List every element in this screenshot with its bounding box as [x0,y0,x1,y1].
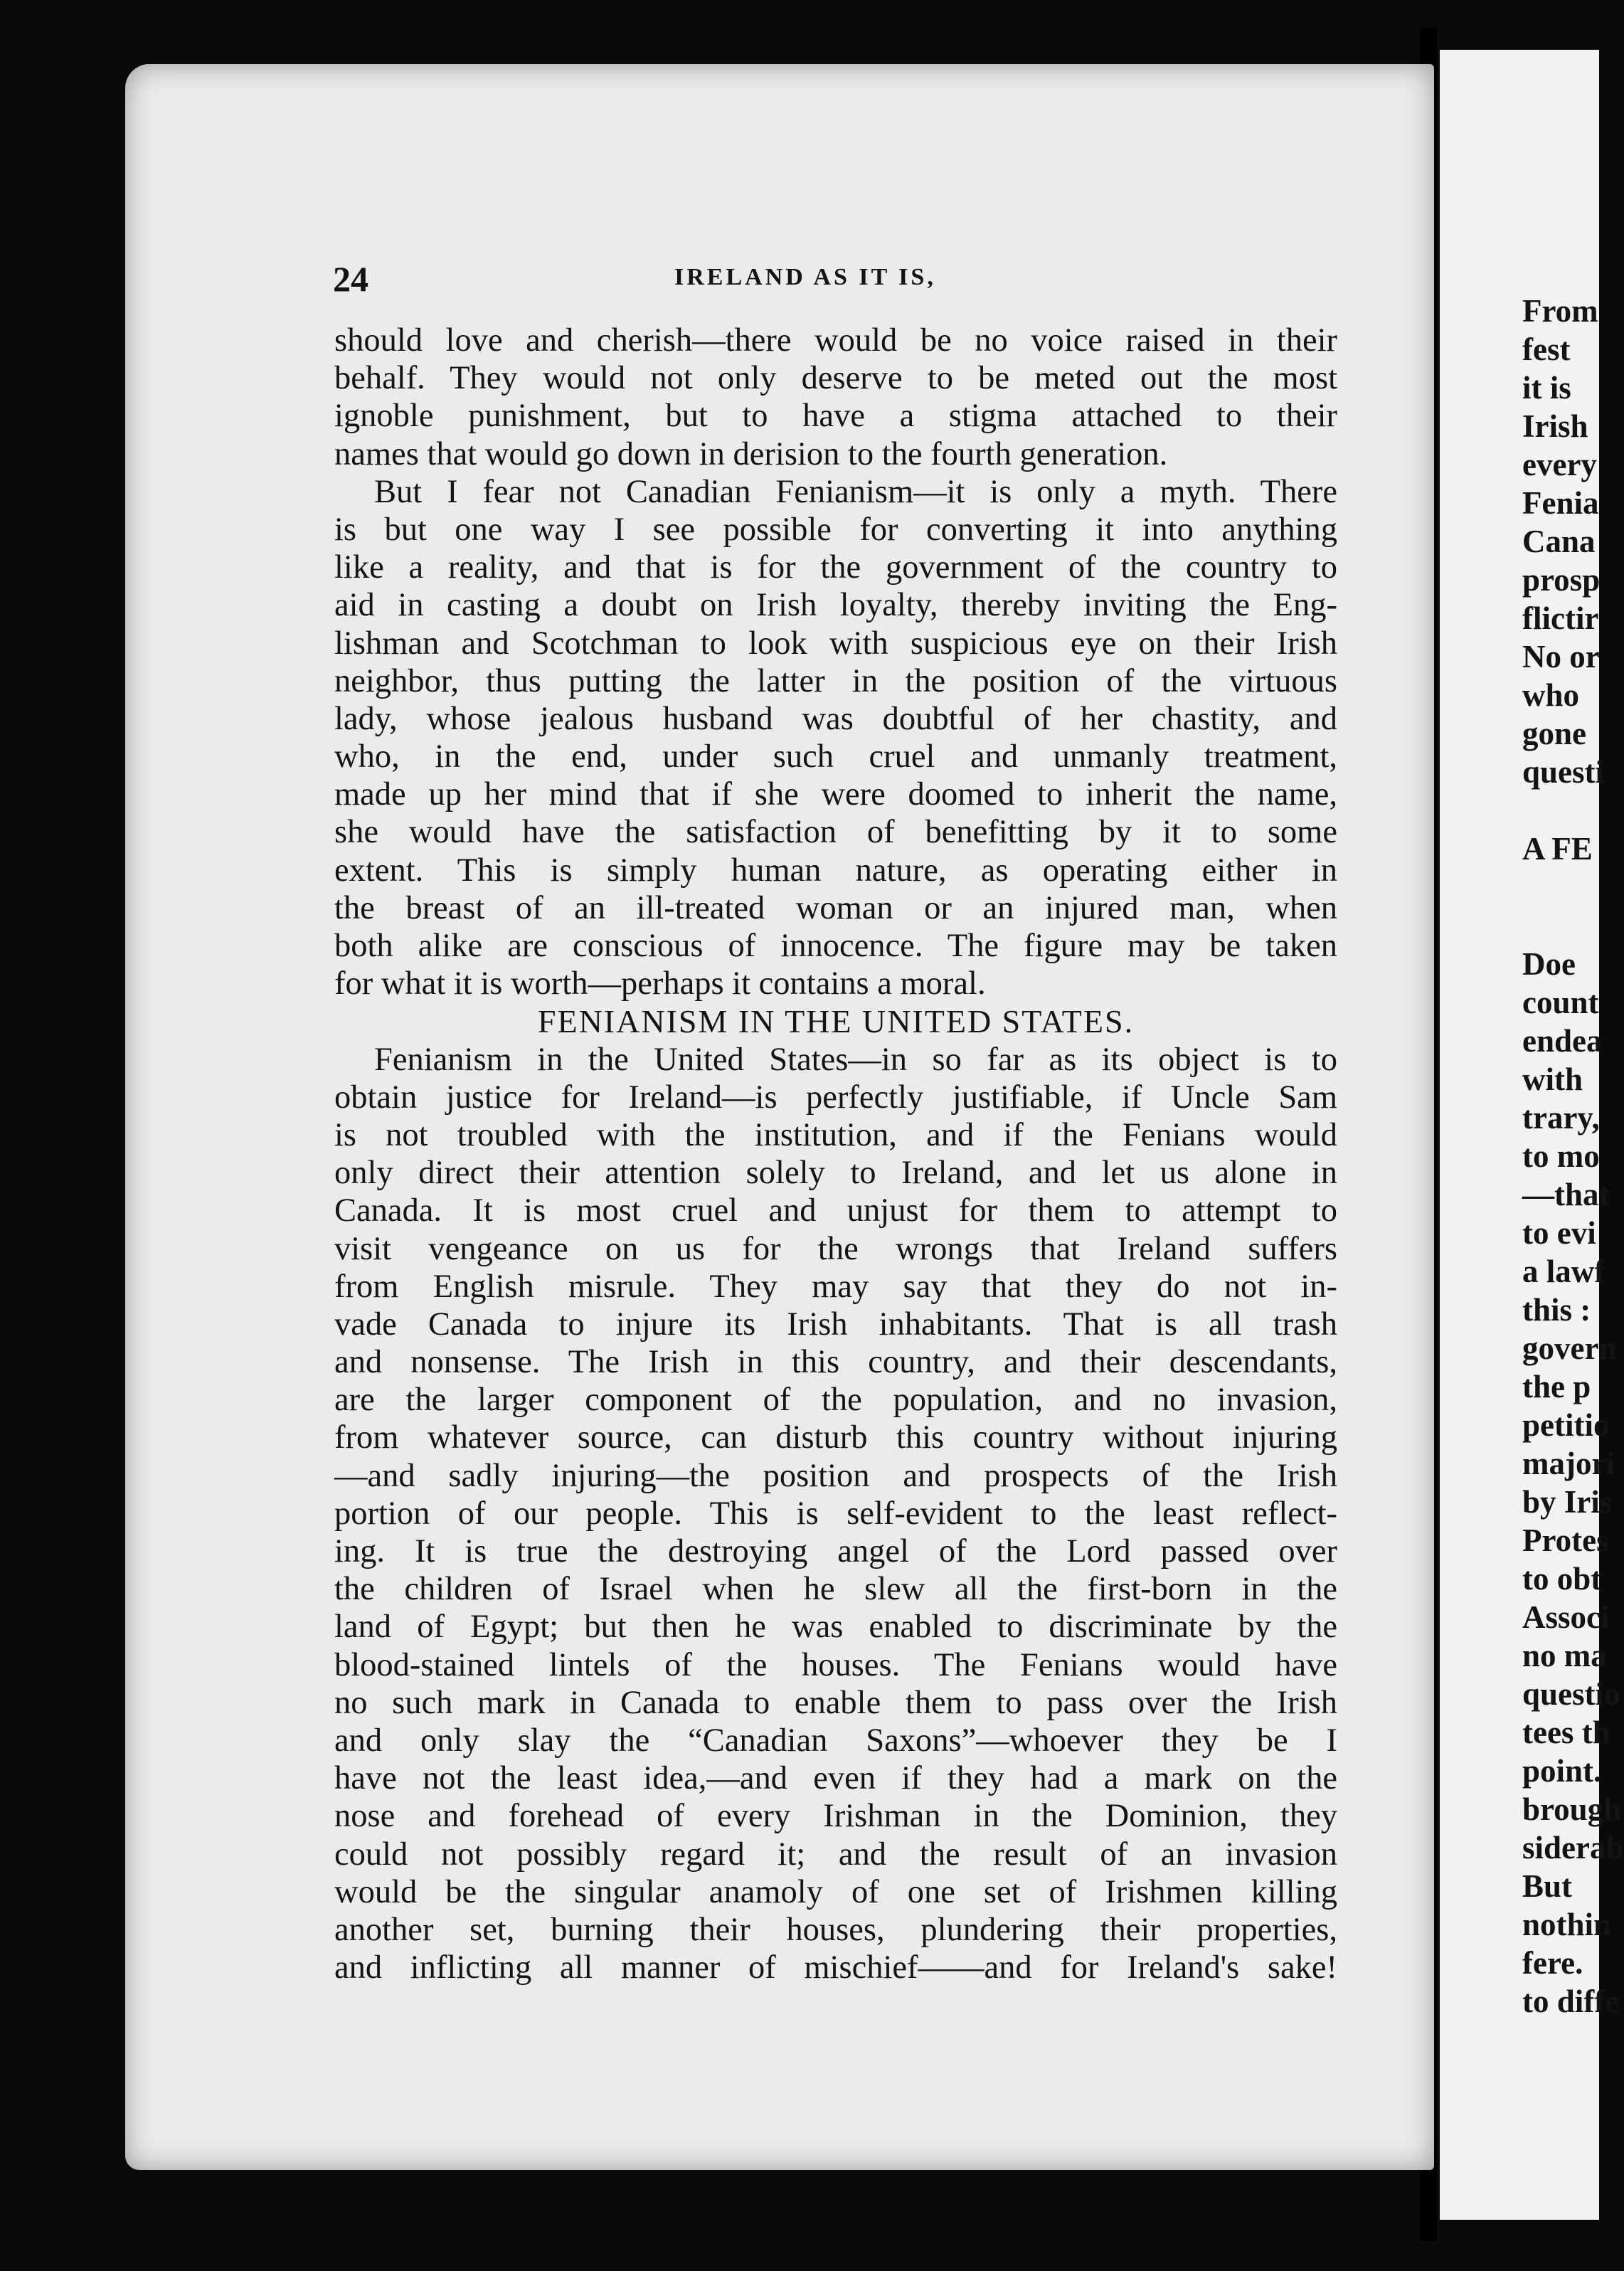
right-page-line: —that [1522,1177,1610,1212]
text-line: the children of Israel when he slew all the first-born in the [334,1571,1337,1608]
text-line: are the larger component of the population, and no invasion, [334,1382,1337,1419]
text-line: from English misrule. They may say that they do not in- [334,1268,1337,1305]
page-number: 24 [333,259,368,299]
text-line: visit vengeance on us for the wrongs that Ireland suffers [334,1230,1337,1267]
text-line: extent. This is simply human nature, as operating either in [334,852,1337,889]
text-line: nose and forehead of every Irishman in the Dominion, they [334,1798,1337,1835]
right-page-line: it is [1522,370,1571,406]
right-page-line: majori [1522,1446,1615,1481]
right-page-line: to evi [1522,1215,1596,1251]
right-page-line: the p [1522,1369,1591,1404]
paragraph-2 [334,473,1337,1003]
text-line: only direct their attention solely to Ireland, and let us alone in [334,1155,1337,1192]
right-page-line: nothin [1522,1907,1612,1942]
right-page-line: point. [1522,1753,1602,1789]
right-page-line: Cana [1522,524,1596,559]
right-page-line: a lawf [1522,1254,1606,1289]
running-head [333,258,1371,308]
text-line: Canada. It is most cruel and unjust for them to attempt to [334,1192,1337,1229]
right-page-line: govern [1522,1330,1617,1366]
text-line: aid in casting a doubt on Irish loyalty, thereby inviting the Eng- [334,587,1337,624]
text-line: and inflicting all manner of mischief——and for Ireland's sake! [334,1949,1337,1986]
right-page-line: this : [1522,1292,1591,1328]
text-line: no such mark in Canada to enable them to pass over the Irish [334,1684,1337,1721]
right-page-line: to diffe [1522,1984,1620,2019]
text-line: like a reality, and that is for the government of the country to [334,549,1337,586]
right-page-line: No or [1522,639,1600,674]
text-line: could not possibly regard it; and the result of an invasion [334,1836,1337,1873]
text-line: Fenianism in the United States—in so far as its object is to [374,1041,1337,1078]
right-page-line: who [1522,677,1580,713]
text-line: she would have the satisfaction of benefitting by it to some [334,814,1337,851]
paragraph-3 [334,1041,1337,1987]
text-line: both alike are conscious of innocence. The figure may be taken [334,928,1337,964]
text-line: and only slay the “Canadian Saxons”—whoever they be I [334,1722,1337,1759]
right-page-line: flictir [1522,600,1599,636]
text-line: ignoble punishment, but to have a stigma attached to their [334,398,1337,435]
right-page-line: to obt [1522,1561,1602,1597]
text-line: who, in the end, under such cruel and unmanly treatment, [334,739,1337,775]
text-line: —and sadly injuring—the position and prospects of the Irish [334,1457,1337,1494]
text-line: blood-stained lintels of the houses. The Fenians would have [334,1646,1337,1683]
right-page-line: Associ [1522,1599,1610,1635]
right-page-line: by Iris [1522,1484,1613,1520]
right-page-line: But [1522,1868,1573,1904]
right-page [1440,50,1624,2220]
right-page-line [1440,906,1599,945]
right-page-line: fest [1522,332,1571,367]
right-page-line: prosp [1522,562,1601,598]
right-page-line: every [1522,447,1597,482]
text-line: is not troubled with the institution, and if the Fenians would [334,1116,1337,1153]
text-line: vade Canada to injure its Irish inhabitants. That is all trash [334,1306,1337,1343]
right-page-line: trary, [1522,1100,1600,1136]
right-page-line: no ma [1522,1638,1607,1673]
text-line: portion of our people. This is self-evident to the least reflect- [334,1495,1337,1532]
text-line: obtain justice for Ireland—is perfectly justifiable, if Uncle Sam [334,1079,1337,1116]
text-line: lady, whose jealous husband was doubtful of her chastity, and [334,700,1337,737]
right-page-line: From [1522,293,1598,329]
text-line: is but one way I see possible for converting it into anything [334,511,1337,548]
text-line: another set, burning their houses, plundering their properties, [334,1911,1337,1948]
right-page-line: questi [1522,754,1605,790]
right-page-line: A FE [1522,831,1593,867]
paragraph-1 [334,322,1337,473]
right-page-line: with [1522,1062,1583,1097]
text-line: lishman and Scotchman to look with suspicious eye on their Irish [334,625,1337,662]
right-page-line: fere. [1522,1945,1583,1981]
page-header-title: IRELAND AS IT IS, [674,264,936,290]
text-line: neighbor, thus putting the latter in the position of the virtuous [334,662,1337,699]
right-page-line: brough [1522,1791,1622,1827]
right-page-line: Fenia [1522,485,1599,521]
right-page-line: gone [1522,716,1586,751]
text-line: But I fear not Canadian Fenianism—it is only a myth. There [374,473,1337,510]
right-page-line: count [1522,985,1599,1020]
right-page-line: to mo [1522,1138,1600,1174]
text-line: ing. It is true the destroying angel of the Lord passed over [334,1533,1337,1569]
right-page-line [1440,791,1599,830]
text-line: behalf. They would not only deserve to be meted out the most [334,360,1337,397]
right-page-line: siderab [1522,1830,1624,1865]
right-page-line: petitio [1522,1407,1610,1443]
right-page-line: Irish [1522,408,1588,444]
right-page-line: Protes [1522,1523,1609,1558]
text-line: from whatever source, can disturb this country without injuring [334,1419,1337,1456]
body-text [334,322,1337,1986]
right-page-line: questio [1522,1676,1620,1712]
right-page-line [1440,868,1599,906]
text-line: for what it is worth—perhaps it contains a moral. [334,965,986,1002]
text-line: names that would go down in derision to the fourth generation. [334,435,1168,472]
text-line: should love and cherish—there would be no voice raised in their [334,322,1337,359]
text-line: and nonsense. The Irish in this country, and their descendants, [334,1344,1337,1381]
section-heading: FENIANISM IN THE UNITED STATES. [537,1003,1135,1040]
right-page-line: Doe [1522,946,1576,982]
right-page-line: endea [1522,1023,1603,1059]
text-line: the breast of an ill-treated woman or an injured man, when [334,889,1337,926]
right-page-line: tees th [1522,1715,1610,1750]
text-line: would be the singular anamoly of one set of Irishmen killing [334,1873,1337,1910]
text-line: made up her mind that if she were doomed to inherit the name, [334,776,1337,813]
right-page-text [1440,292,1624,2021]
text-line: land of Egypt; but then he was enabled to discriminate by the [334,1609,1337,1646]
text-line: have not the least idea,—and even if they had a mark on the [334,1760,1337,1797]
